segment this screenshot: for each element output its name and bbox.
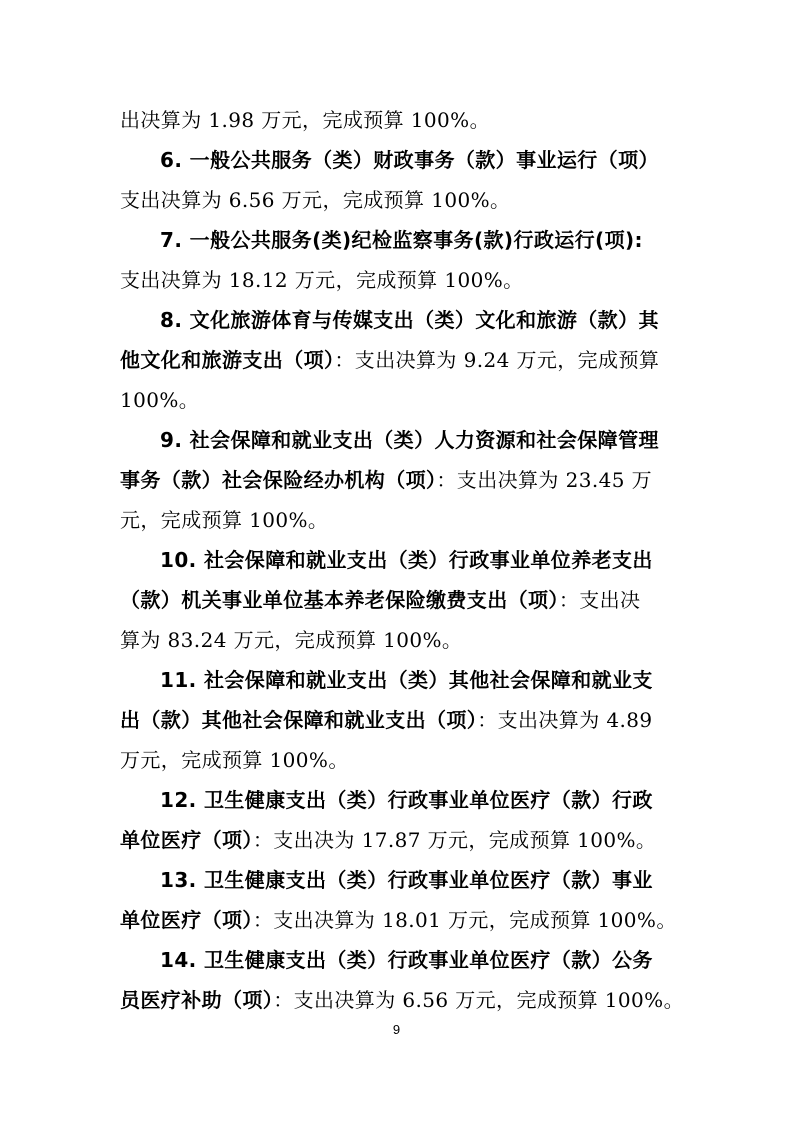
- line-text: ：支出决为 17.87 万元，完成预算 100%。: [252, 828, 657, 852]
- heading-text: 9. 社会保障和就业支出（类）人力资源和社会保障管理: [160, 428, 659, 452]
- line-text: 出决算为 1.98 万元，完成预算 100%。: [120, 108, 490, 132]
- heading-text: 7. 一般公共服务(类)纪检监察事务(款)行政运行(项):: [160, 228, 643, 252]
- body-line: [120, 386, 680, 414]
- line-text: ：支出决算为 18.01 万元，完成预算 100%。: [252, 908, 677, 932]
- item-heading: [160, 306, 680, 334]
- line-text: ：支出决算为 6.56 万元，完成预算 100%。: [273, 988, 684, 1012]
- item-heading: [160, 546, 680, 574]
- item-heading: [160, 786, 680, 814]
- heading-text: 14. 卫生健康支出（类）行政事业单位医疗（款）公务: [160, 948, 653, 972]
- line-text: 元，完成预算 100%。: [120, 508, 329, 532]
- heading-text: 13. 卫生健康支出（类）行政事业单位医疗（款）事业: [160, 868, 653, 892]
- body-line: [120, 906, 680, 934]
- heading-text: 10. 社会保障和就业支出（类）行政事业单位养老支出: [160, 548, 653, 572]
- body-line: [120, 826, 680, 854]
- body-line: [120, 986, 684, 1014]
- heading-continuation: 单位医疗（项）: [120, 828, 253, 852]
- body-line: [120, 626, 680, 654]
- item-heading: [160, 146, 680, 174]
- page-number: 9: [392, 1022, 401, 1037]
- heading-text: 8. 文化旅游体育与传媒支出（类）文化和旅游（款）其: [160, 308, 659, 332]
- heading-continuation: 出（款）其他社会保障和就业支出（项）: [120, 708, 478, 732]
- body-line: [120, 346, 680, 374]
- body-line: [120, 746, 680, 774]
- line-text: 支出决算为 6.56 万元，完成预算 100%。: [120, 188, 511, 212]
- heading-continuation: 员医疗补助（项）: [120, 988, 274, 1012]
- heading-text: 12. 卫生健康支出（类）行政事业单位医疗（款）行政: [160, 788, 653, 812]
- item-heading: [160, 866, 680, 894]
- heading-continuation: 事务（款）社会保险经办机构（项）: [120, 468, 437, 492]
- line-text: 万元，完成预算 100%。: [120, 748, 349, 772]
- body-line: [120, 266, 680, 294]
- line-text: ：支出决算为 4.89: [477, 708, 653, 732]
- body-line: [120, 106, 680, 134]
- item-heading: [160, 426, 680, 454]
- heading-text: 11. 社会保障和就业支出（类）其他社会保障和就业支: [160, 668, 653, 692]
- line-text: 算为 83.24 万元，完成预算 100%。: [120, 628, 463, 652]
- item-heading: [160, 226, 680, 254]
- heading-continuation: 他文化和旅游支出（项）: [120, 348, 335, 372]
- body-line: [120, 506, 680, 534]
- heading-continuation: （款）机关事业单位基本养老保险缴费支出（项）: [120, 588, 559, 612]
- line-text: 支出决算为 18.12 万元，完成预算 100%。: [120, 268, 524, 292]
- item-heading: [160, 946, 680, 974]
- line-text: ：支出决: [558, 588, 641, 612]
- body-line: [120, 586, 680, 614]
- line-text: ：支出决算为 23.45 万: [436, 468, 652, 492]
- heading-continuation: 单位医疗（项）: [120, 908, 253, 932]
- body-line: [120, 706, 680, 734]
- line-text: ：支出决算为 9.24 万元，完成预算: [334, 348, 660, 372]
- item-heading: [160, 666, 680, 694]
- body-line: [120, 186, 680, 214]
- body-line: [120, 466, 680, 494]
- heading-text: 6. 一般公共服务（类）财政事务（款）事业运行（项）: [160, 148, 659, 172]
- line-text: 100%。: [120, 388, 200, 412]
